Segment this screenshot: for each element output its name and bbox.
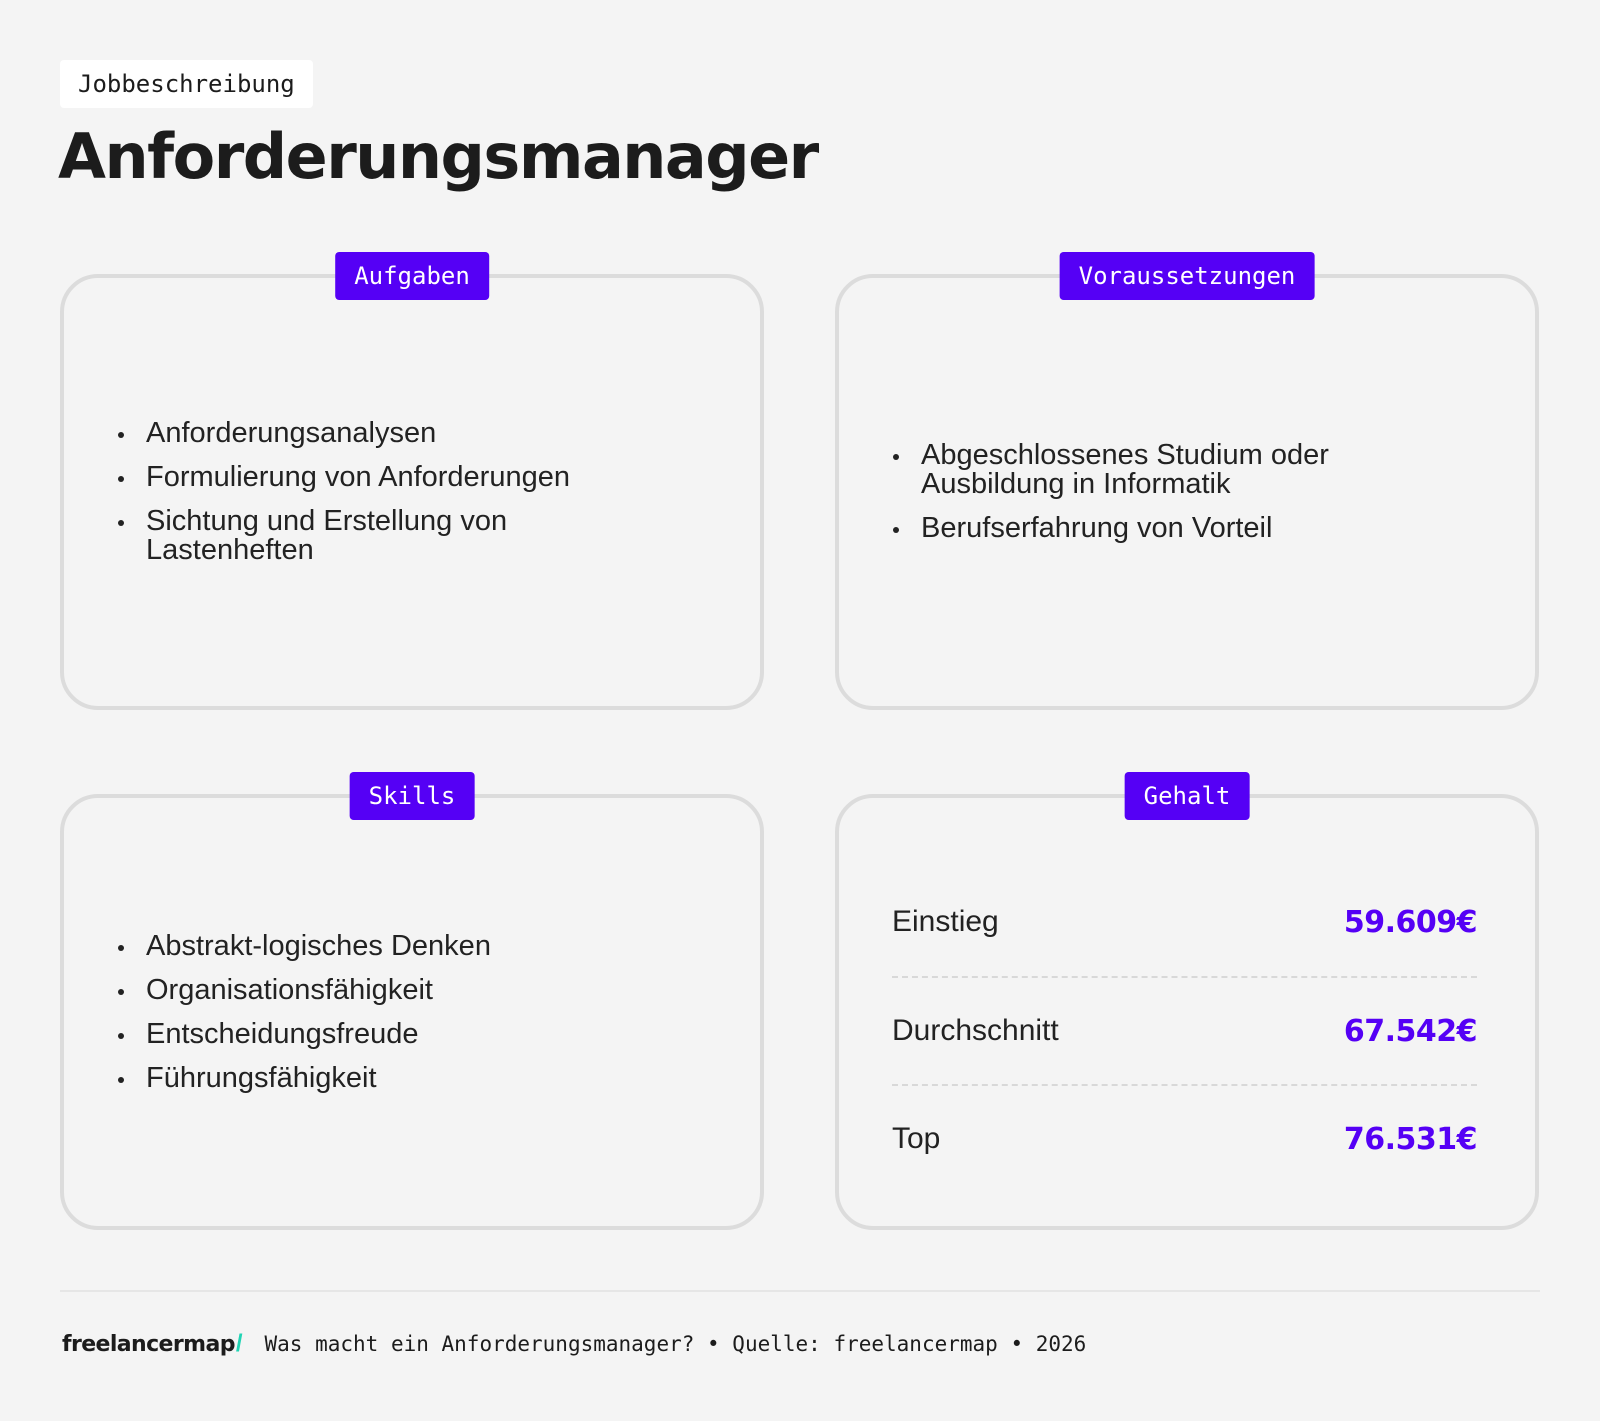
salary-label: Durchschnitt	[892, 1014, 1059, 1047]
freelancermap-logo[interactable]	[62, 1330, 243, 1358]
list-item: Organisationsfähigkeit	[114, 976, 710, 1005]
list-item: Führungsfähigkeit	[114, 1064, 710, 1093]
skills-list	[114, 929, 710, 1094]
voraussetzungen-list	[889, 441, 1485, 543]
list-item: Sichtung und Erstellung von Lastenheften	[114, 507, 534, 565]
salary-value: 76.531€	[1343, 1121, 1477, 1157]
list-item: Entscheidungsfreude	[114, 1020, 710, 1049]
footer-source-text: Was macht ein Anforderungsmanager? • Quelle: freelancermap • 2026	[264, 1332, 1087, 1356]
salary-table	[892, 868, 1477, 1192]
list-item: Formulierung von Anforderungen	[114, 463, 710, 492]
card-gehalt	[835, 782, 1539, 1230]
list-item: Abgeschlossenes Studium oder Ausbildung in Informatik	[889, 441, 1389, 499]
aufgaben-list	[114, 419, 710, 565]
card-aufgaben	[60, 262, 764, 710]
logo-slash-icon: /	[235, 1330, 243, 1357]
card-label-gehalt: Gehalt	[1125, 772, 1250, 820]
salary-row-einstieg	[892, 868, 1477, 976]
salary-label: Top	[892, 1122, 941, 1155]
list-item: Berufserfahrung von Vorteil	[889, 514, 1485, 543]
salary-value: 59.609€	[1343, 904, 1477, 940]
category-tag: Jobbeschreibung	[60, 60, 313, 108]
salary-value: 67.542€	[1343, 1013, 1477, 1049]
salary-label: Einstieg	[892, 905, 999, 938]
logo-wordmark: freelancermap	[62, 1332, 235, 1357]
card-label-voraussetzungen: Voraussetzungen	[1060, 252, 1315, 300]
card-label-aufgaben: Aufgaben	[335, 252, 489, 300]
salary-row-durchschnitt	[892, 976, 1477, 1084]
salary-row-top	[892, 1084, 1477, 1192]
page-title: Anforderungsmanager	[58, 120, 818, 193]
card-skills	[60, 782, 764, 1230]
card-voraussetzungen	[835, 262, 1539, 710]
card-label-skills: Skills	[350, 772, 475, 820]
list-item: Abstrakt-logisches Denken	[114, 932, 710, 961]
list-item: Anforderungsanalysen	[114, 419, 710, 448]
footer	[62, 1330, 1086, 1358]
footer-divider	[60, 1290, 1540, 1292]
